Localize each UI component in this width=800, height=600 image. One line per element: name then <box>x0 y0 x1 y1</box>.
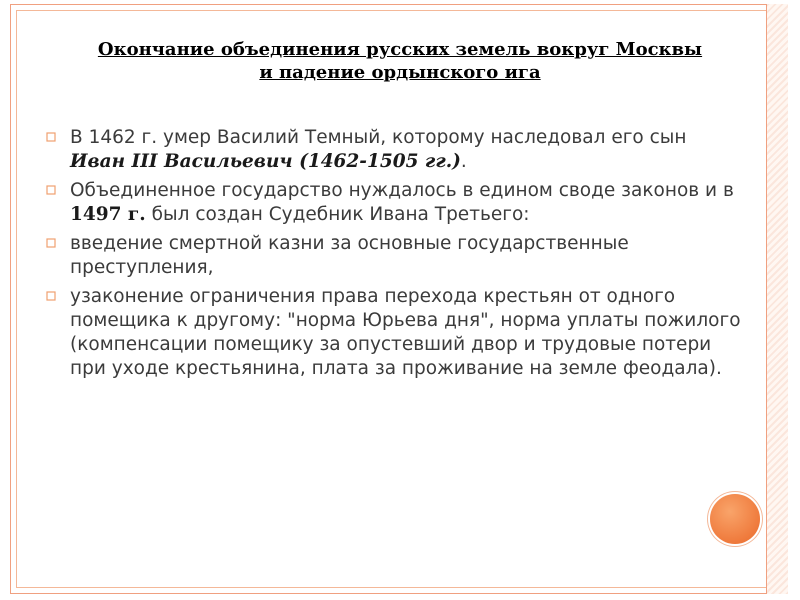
bullet-1-text: В 1462 г. умер Василий Темный, которому наследовал его сын <box>70 127 687 148</box>
bullet-icon <box>46 185 57 196</box>
bullet-2-text: Объединенное государство нуждалось в едином своде законов и в <box>70 180 734 201</box>
bullet-4-text: узаконение ограничения права перехода крестьян от одного помещика к другому: "норма Юрьева дня", норма уплаты пожилого (компенсации помещику за опустевший двор и трудовые потери при уходе крестьянина, плата за проживание на земле феодала). <box>70 286 741 379</box>
bullet-item-1 <box>46 126 742 174</box>
bullet-1-emphasis: Иван III Васильевич (1462-1505 гг.) <box>70 151 461 172</box>
bullet-icon <box>46 132 57 143</box>
bullet-item-2 <box>46 179 742 227</box>
bullet-1-suffix: . <box>460 151 467 172</box>
slide-title-line-2: и падение ордынского ига <box>259 62 541 83</box>
bullet-item-4 <box>46 285 742 381</box>
bullet-2-emphasis: 1497 г. <box>70 204 146 225</box>
bullet-2-suffix: был создан Судебник Ивана Третьего: <box>145 204 530 225</box>
slide-title <box>40 38 760 84</box>
bullet-3-text: введение смертной казни за основные государственные преступления, <box>70 233 629 278</box>
bullet-icon <box>46 238 57 249</box>
bullet-item-3 <box>46 232 742 280</box>
slide-edge-stripe <box>766 4 788 594</box>
decorative-circle-icon <box>710 494 760 544</box>
bullet-list <box>46 126 742 386</box>
bullet-icon <box>46 291 57 302</box>
slide-title-line-1: Окончание объединения русских земель вокруг Москвы <box>97 39 703 60</box>
